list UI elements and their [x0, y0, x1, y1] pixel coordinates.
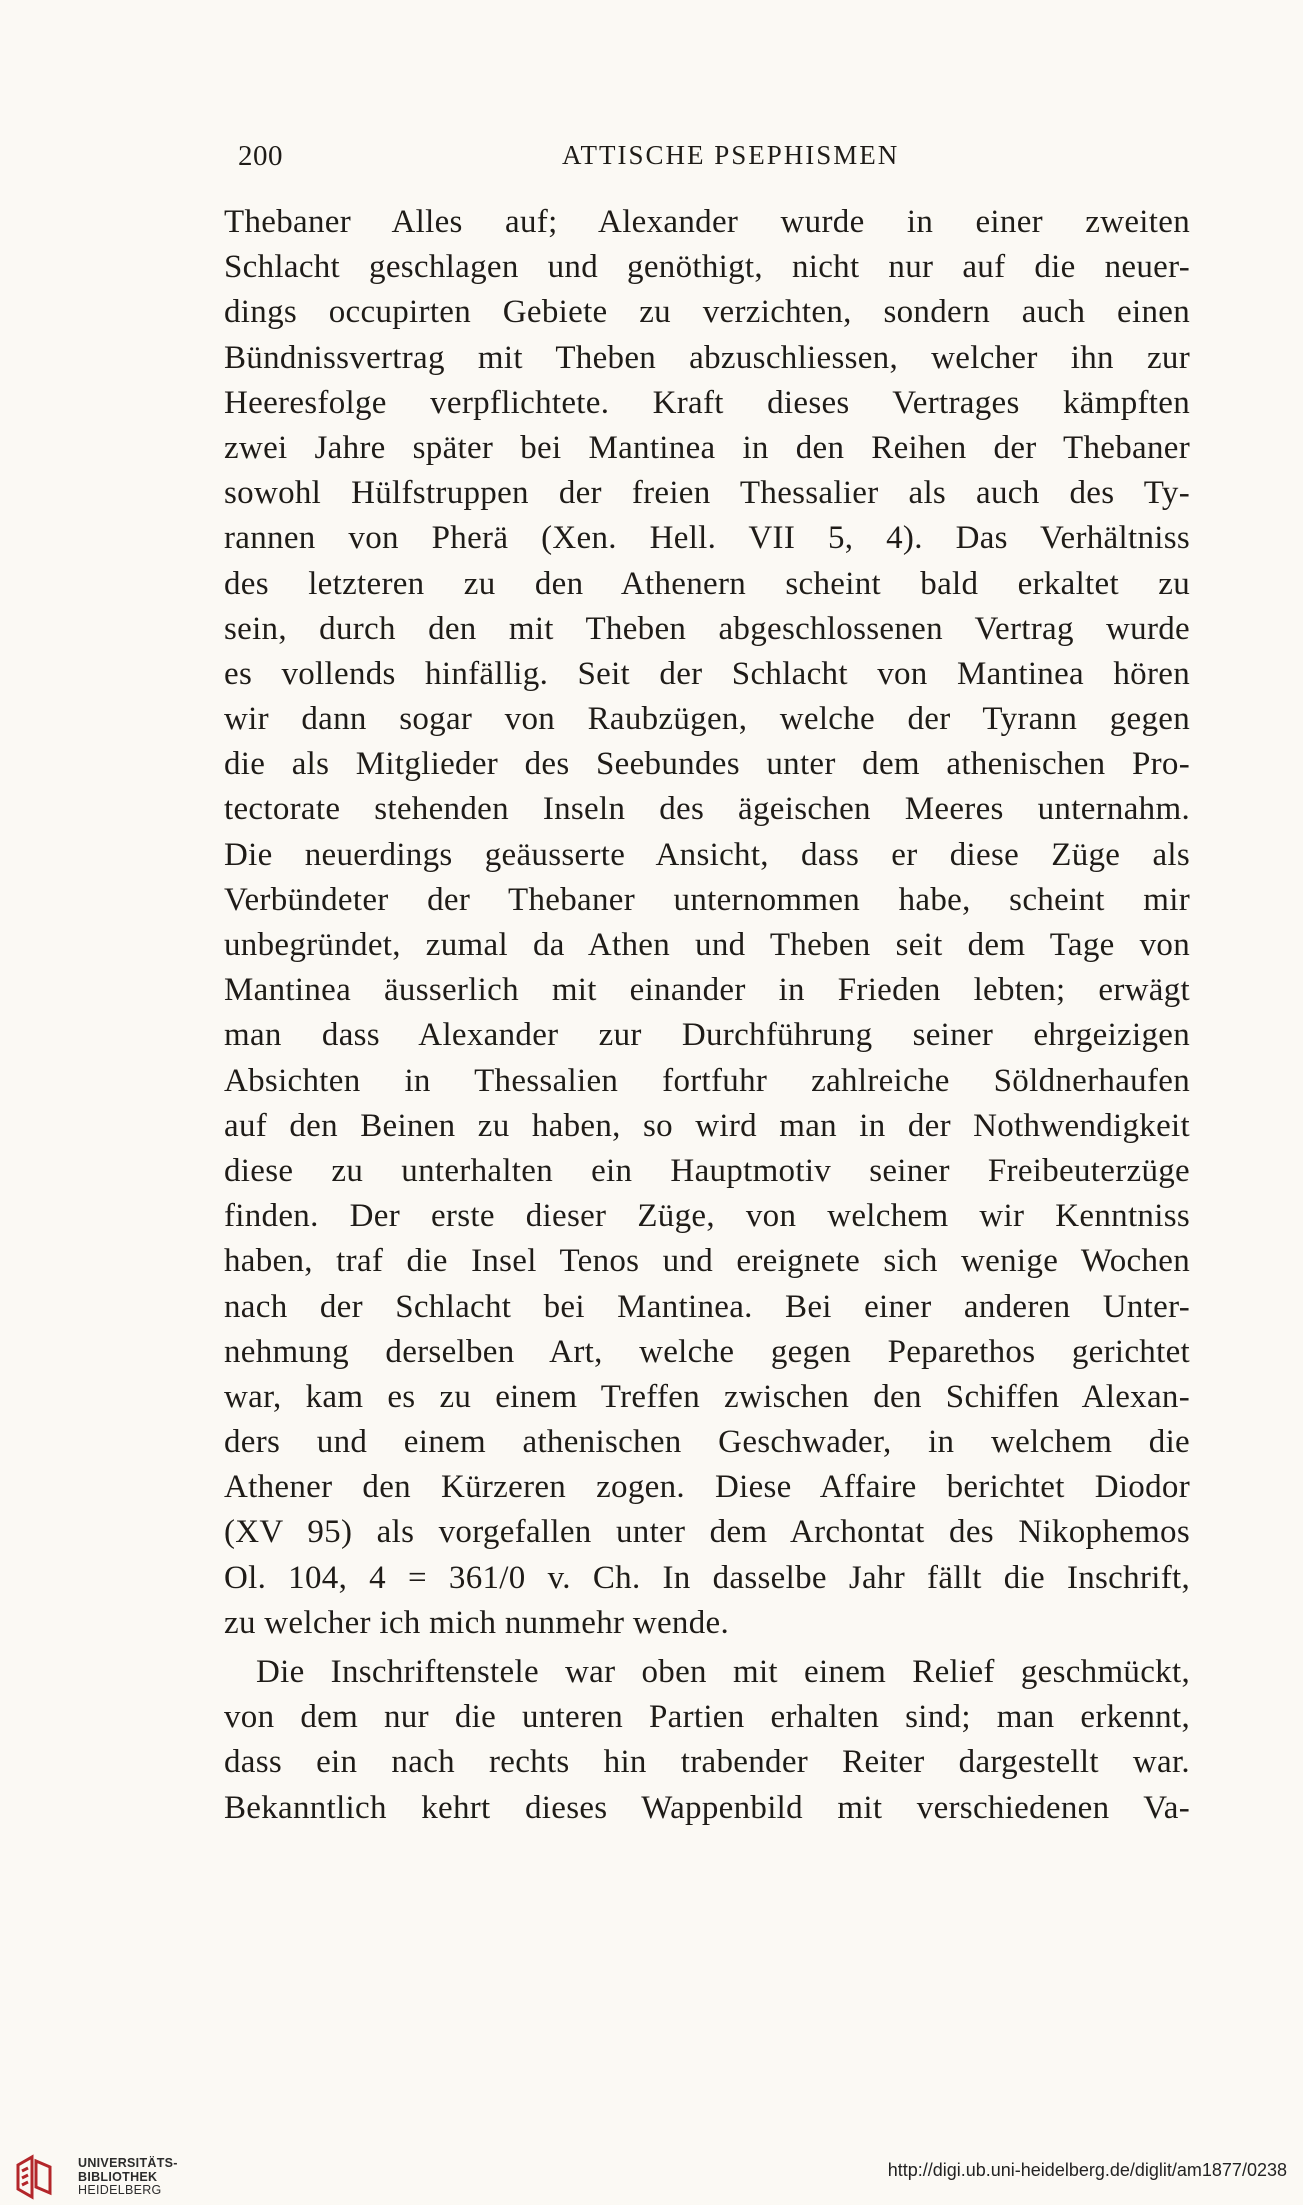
text-line: unbegründet, zumal da Athen und Theben seit dem Tage von — [224, 927, 1190, 963]
text-line: diese zu unterhalten ein Hauptmotiv seiner Freibeuterzüge — [224, 1152, 1190, 1189]
text-line: finden. Der erste dieser Züge, von welchem wir Kenntniss — [224, 1198, 1190, 1235]
text-line: Athener den Kürzeren zogen. Diese Affaire berichtet Diodor — [224, 1469, 1190, 1506]
text-line: Thebaner Alles auf; Alexander wurde in einer zweiten — [224, 204, 1190, 240]
text-line: ders und einem athenischen Geschwader, in welchem die — [224, 1424, 1190, 1461]
text-line: war, kam es zu einem Treffen zwischen den Schiffen Alexan- — [224, 1378, 1190, 1415]
body-text — [224, 200, 1190, 1831]
text-line: nehmung derselben Art, welche gegen Peparethos gerichtet — [224, 1333, 1190, 1370]
text-line: nach der Schlacht bei Mantinea. Bei einer anderen Unter- — [224, 1288, 1190, 1325]
text-line: von dem nur die unteren Partien erhalten sind; man erkennt, — [224, 1699, 1190, 1736]
text-line: auf den Beinen zu haben, so wird man in der Nothwendigkeit — [224, 1107, 1190, 1144]
library-name-line: HEIDELBERG — [78, 2183, 162, 2197]
text-line: Schlacht geschlagen und genöthigt, nicht nur auf die neuer- — [224, 249, 1190, 286]
text-line: (XV 95) als vorgefallen unter dem Archontat des Nikophemos — [224, 1514, 1190, 1551]
text-line: Die neuerdings geäusserte Ansicht, dass er diese Züge als — [224, 836, 1190, 873]
text-line: rannen von Pherä (Xen. Hell. VII 5, 4). Das Verhältniss — [224, 520, 1190, 557]
text-line: Heeresfolge verpflichtete. Kraft dieses Vertrages kämpften — [224, 384, 1190, 421]
text-line: Verbündeter der Thebaner unternommen habe, scheint mir — [224, 881, 1190, 918]
running-head — [238, 140, 1198, 180]
text-line: wir dann sogar von Raubzügen, welche der Tyrann gegen — [224, 701, 1190, 738]
digitization-footer — [0, 2145, 1303, 2205]
text-line: zu welcher ich mich nunmehr wende. — [224, 1604, 730, 1641]
text-line: des letzteren zu den Athenern scheint bald erkaltet zu — [224, 565, 1190, 602]
text-line: Die Inschriftenstele war oben mit einem Relief geschmückt, — [256, 1654, 1190, 1690]
page-number: 200 — [238, 140, 283, 172]
text-line: Absichten in Thessalien fortfuhr zahlreiche Söldnerhaufen — [224, 1062, 1190, 1099]
text-line: tectorate stehenden Inseln des ägeischen Meeres unternahm. — [224, 791, 1190, 828]
text-line: es vollends hinfällig. Seit der Schlacht von Mantinea hören — [224, 655, 1190, 692]
text-line: zwei Jahre später bei Mantinea in den Reihen der Thebaner — [224, 429, 1190, 466]
text-line: Bündnissvertrag mit Theben abzuschliessen, welcher ihn zur — [224, 339, 1190, 376]
text-line: haben, traf die Insel Tenos und ereignete sich wenige Wochen — [224, 1243, 1190, 1280]
library-name-line: UNIVERSITÄTS- — [78, 2156, 178, 2170]
library-name-line: BIBLIOTHEK — [78, 2169, 158, 2184]
text-line: Bekanntlich kehrt dieses Wappenbild mit verschiedenen Va- — [224, 1789, 1190, 1826]
text-line: dass ein nach rechts hin trabender Reiter dargestellt war. — [224, 1744, 1190, 1781]
text-line: Mantinea äusserlich mit einander in Frieden lebten; erwägt — [224, 972, 1190, 1009]
university-library-logo-icon — [14, 2153, 58, 2201]
source-url-link[interactable]: http://digi.ub.uni-heidelberg.de/diglit/am1877/0238 — [887, 2160, 1287, 2180]
text-line: Ol. 104, 4 = 361/0 v. Ch. In dasselbe Jahr fällt die Inschrift, — [224, 1559, 1190, 1596]
text-line: man dass Alexander zur Durchführung seiner ehrgeizigen — [224, 1017, 1190, 1054]
text-line: die als Mitglieder des Seebundes unter dem athenischen Pro- — [224, 746, 1190, 783]
paragraph — [224, 1650, 1190, 1831]
text-line: sowohl Hülfstruppen der freien Thessalier als auch des Ty- — [224, 475, 1190, 512]
library-name — [78, 2157, 178, 2198]
paragraph — [224, 200, 1190, 1646]
running-title: ATTISCHE PSEPHISMEN — [562, 140, 900, 170]
text-line: dings occupirten Gebiete zu verzichten, sondern auch einen — [224, 294, 1190, 331]
text-line: sein, durch den mit Theben abgeschlossenen Vertrag wurde — [224, 610, 1190, 647]
